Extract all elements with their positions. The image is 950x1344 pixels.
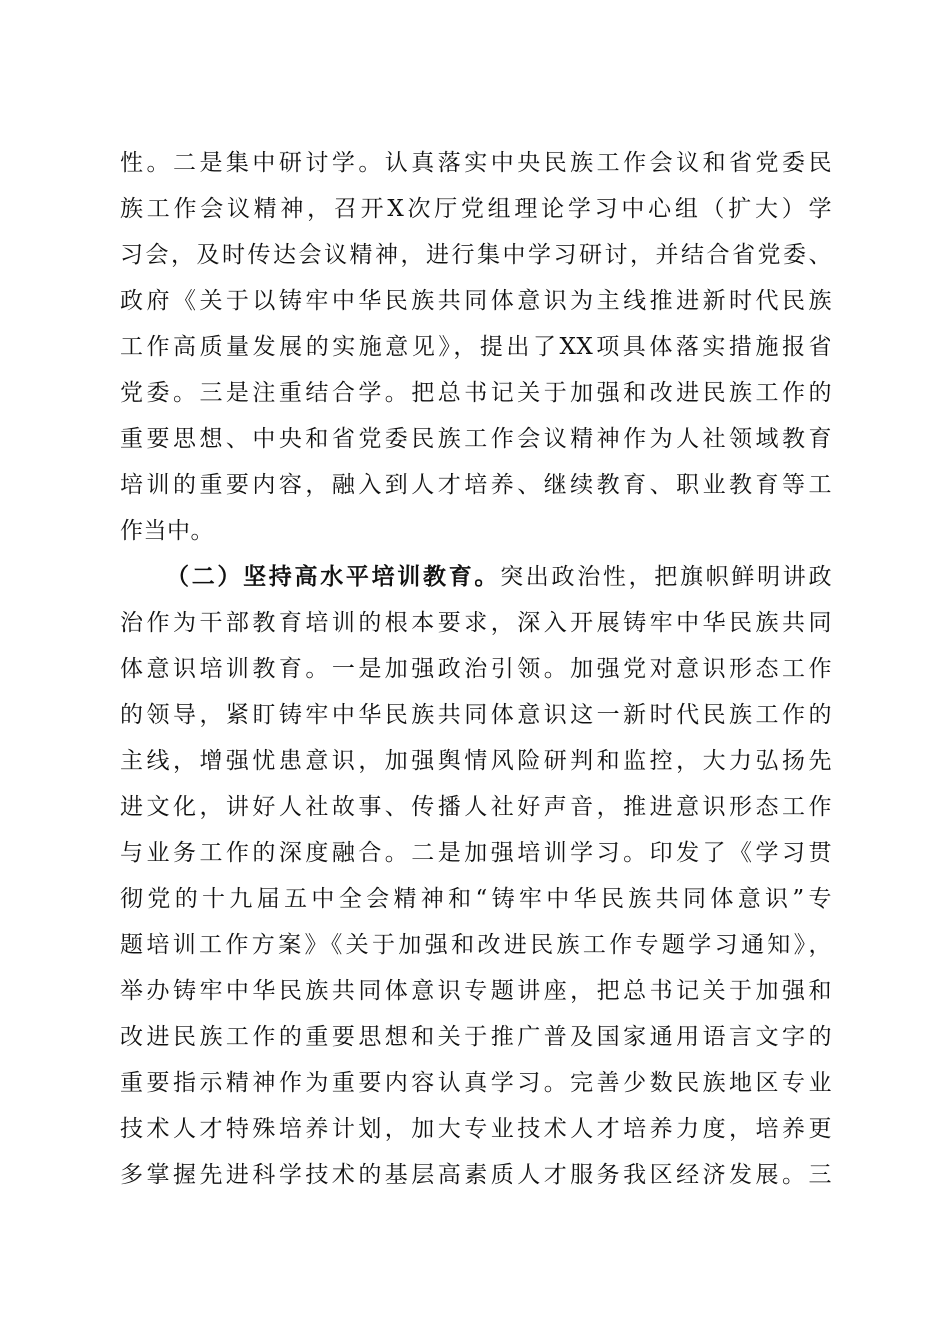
text-line: 体意识培训教育。一是加强政治引领。加强党对意识形态工作 (120, 656, 832, 682)
text-line: 治作为干部教育培训的根本要求，深入开展铸牢中华民族共同 (120, 610, 832, 636)
text-line: 彻党的十九届五中全会精神和“铸牢中华民族共同体意识”专 (120, 886, 832, 912)
text-line: 进文化，讲好人社故事、传播人社好声音，推进意识形态工作 (120, 794, 832, 820)
text-line: 党委。三是注重结合学。把总书记关于加强和改进民族工作的 (120, 380, 832, 406)
text-line: 培训的重要内容，融入到人才培养、继续教育、职业教育等工 (120, 472, 832, 498)
text-line: 作当中。 (120, 518, 214, 544)
document-body (120, 140, 832, 1198)
text-line: 族工作会议精神，召开X次厅党组理论学习中心组（扩大）学 (120, 196, 832, 222)
paragraph-1 (120, 140, 832, 554)
text-line: 的领导，紧盯铸牢中华民族共同体意识这一新时代民族工作的 (120, 702, 832, 728)
text-line: 工作高质量发展的实施意见》，提出了XX项具体落实措施报省 (120, 334, 832, 360)
text-line: 政府《关于以铸牢中华民族共同体意识为主线推进新时代民族 (120, 288, 832, 314)
text-line: 改进民族工作的重要思想和关于推广普及国家通用语言文字的 (120, 1024, 832, 1050)
paragraph-first-line (120, 554, 832, 600)
text-line: 习会，及时传达会议精神，进行集中学习研讨，并结合省党委、 (120, 242, 832, 268)
text-line: 技术人才特殊培养计划，加大专业技术人才培养力度，培养更 (120, 1116, 832, 1142)
paragraph-2 (120, 554, 832, 1198)
text-line: 主线，增强忧患意识，加强舆情风险研判和监控，大力弘扬先 (120, 748, 832, 774)
section-heading: （二）坚持高水平培训教育。 (166, 563, 501, 590)
text-line: 与业务工作的深度融合。二是加强培训学习。印发了《学习贯 (120, 840, 832, 866)
text-line: 重要指示精神作为重要内容认真学习。完善少数民族地区专业 (120, 1070, 832, 1096)
text-run: 突出政治性，把旗帜鲜明讲政 (500, 564, 833, 590)
text-line: 举办铸牢中华民族共同体意识专题讲座，把总书记关于加强和 (120, 978, 832, 1004)
text-line: 性。二是集中研讨学。认真落实中央民族工作会议和省党委民 (120, 150, 832, 176)
text-line: 重要思想、中央和省党委民族工作会议精神作为人社领域教育 (120, 426, 832, 452)
text-line: 多掌握先进科学技术的基层高素质人才服务我区经济发展。三 (120, 1162, 832, 1188)
text-line: 题培训工作方案》《关于加强和改进民族工作专题学习通知》， (120, 932, 832, 958)
